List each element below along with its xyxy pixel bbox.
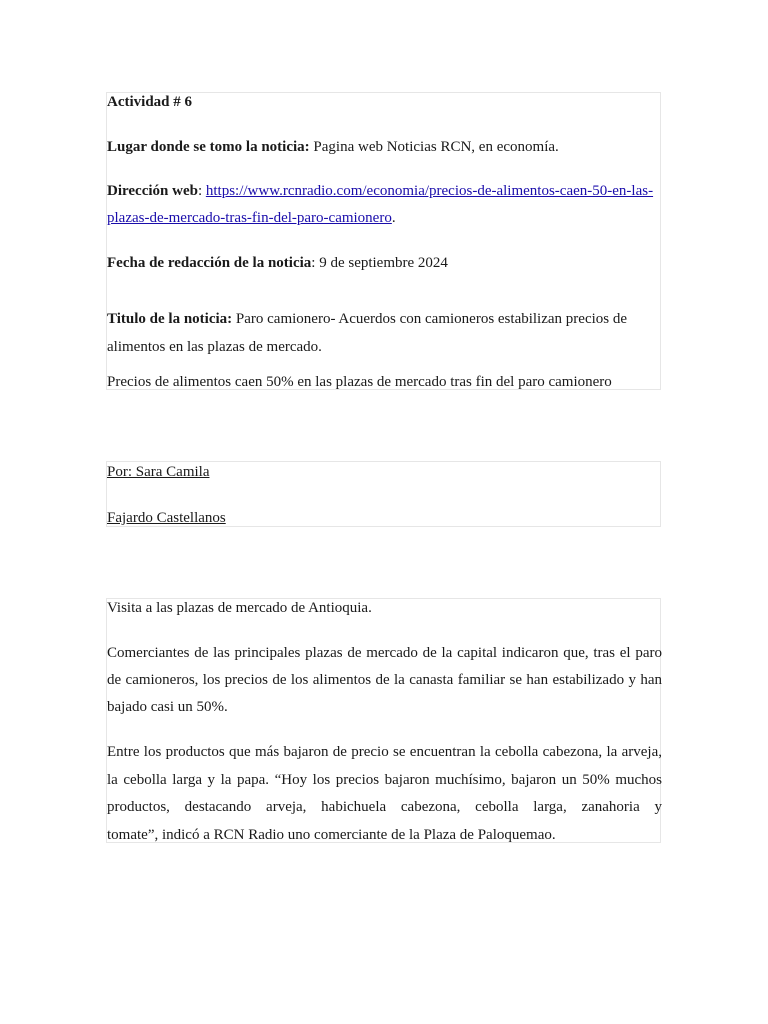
- news-date-value: : 9 de septiembre 2024: [311, 255, 448, 271]
- news-date-label: Fecha de redacción de la noticia: [107, 255, 312, 271]
- news-info-block: [106, 92, 661, 390]
- news-url-continued: plazas-de-mercado-tras-fin-del-paro-camionero.: [107, 210, 396, 226]
- paragraph-2-line-4: tomate”, indicó a RCN Radio uno comerciante de la Plaza de Paloquemao.: [107, 827, 556, 843]
- paragraph-2-line-2: la cebolla larga y la papa. “Hoy los precios bajaron muchísimo, bajaron un 50% muchos: [107, 772, 662, 788]
- news-title: [107, 310, 627, 328]
- activity-title: Actividad # 6: [107, 94, 193, 110]
- paragraph-1-line-2: de camioneros, los precios de los alimentos de la canasta familiar se han estabilizado y han: [107, 672, 662, 688]
- news-url-link[interactable]: https://www.rcnradio.com/economia/precios-de-alimentos-caen-50-en-las-: [205, 183, 654, 199]
- news-title-value: Paro camionero- Acuerdos con camioneros estabilizan precios de: [232, 311, 628, 327]
- news-title-label: Titulo de la noticia:: [107, 311, 233, 327]
- news-place: [107, 138, 559, 156]
- author-by-line: Por: Sara Camila: [107, 464, 210, 480]
- paragraph-1-line-3: bajado casi un 50%.: [107, 699, 228, 715]
- news-title-continued: alimentos en las plazas de mercado.: [107, 339, 322, 355]
- news-date: [107, 254, 448, 272]
- news-url: Dirección web: https://www.rcnradio.com/economia/precios-de-alimentos-caen-50-en-las-: [107, 183, 654, 199]
- paragraph-2-line-3: productos, destacando arveja, habichuela cabezona, cebolla larga, zanahoria y: [107, 799, 662, 815]
- paragraph-1-line-1: Comerciantes de las principales plazas de mercado de la capital indicaron que, tras el paro: [107, 645, 662, 661]
- author-surname: Fajardo Castellanos: [107, 510, 226, 526]
- paragraph-2-line-1: Entre los productos que más bajaron de precio se encuentran la cebolla cabezona, la arveja,: [107, 744, 662, 760]
- news-place-value: Pagina web Noticias RCN, en economía.: [309, 139, 559, 155]
- article-heading: Visita a las plazas de mercado de Antioquia.: [107, 600, 372, 616]
- news-url-label: Dirección web: [107, 183, 198, 199]
- article-body-block: [106, 598, 661, 843]
- author-block: [106, 461, 661, 527]
- news-headline: Precios de alimentos caen 50% en las plazas de mercado tras fin del paro camionero: [107, 374, 612, 390]
- news-url-link-continued[interactable]: plazas-de-mercado-tras-fin-del-paro-camionero: [107, 210, 392, 226]
- news-place-label: Lugar donde se tomo la noticia:: [107, 139, 310, 155]
